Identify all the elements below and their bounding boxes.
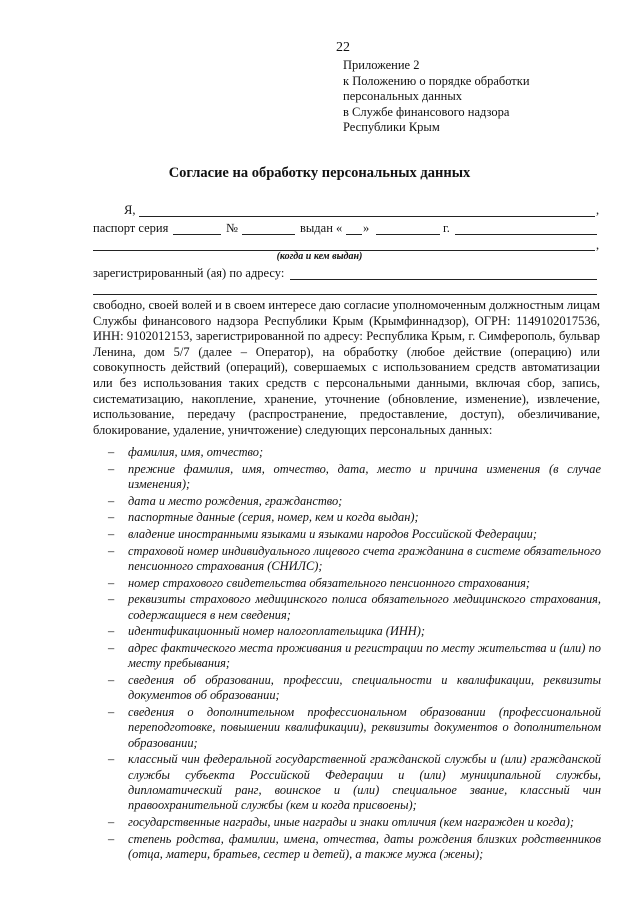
bullet-dash: – [108,673,115,688]
name-line-comma: , [596,203,600,217]
bullet-dash: – [108,461,115,476]
bullet-dash: – [108,543,115,558]
list-item-text: сведения об образовании, профессии, специальности и квалификации, реквизиты документов об образовании; [128,673,601,703]
appendix-line: к Положению о порядке обработки [343,73,530,88]
bullet-dash: – [108,624,115,639]
list-item [108,641,601,672]
appendix-line: Республики Крым [343,120,440,135]
list-item [108,576,601,591]
address-field-line[interactable] [290,279,597,280]
bullet-dash: – [108,592,115,607]
bullet-dash: – [108,493,115,508]
list-item [108,544,601,575]
name-field-line[interactable] [139,216,595,217]
list-item [108,815,601,830]
issued-label: выдан « [300,221,343,235]
passport-number-label: № [226,221,238,235]
issued-line-comma: , [596,238,600,252]
list-item-text: степень родства, фамилии, имена, отчества, даты рождения близких родственников (отца, матери, братьев, сестер и детей), а также мужа (жены); [128,831,601,861]
list-item-text: владение иностранными языками и языками народов Российской Федерации; [128,527,537,542]
list-item-text: адрес фактического места проживания и регистрации по месту жительства и (или) по месту пребывания; [128,641,601,671]
list-item-text: идентификационный номер налогоплательщика (ИНН); [128,624,426,639]
passport-series-line[interactable] [173,234,221,235]
list-item-text: дата и место рождения, гражданство; [128,493,343,508]
list-item-text: фамилия, имя, отчество; [128,445,264,459]
list-item-text: прежние фамилия, имя, отчество, дата, место и причина изменения (в случае изменения); [128,461,601,491]
issued-by-line[interactable] [455,234,597,235]
address-label: зарегистрированный (ая) по адресу: [93,266,285,280]
issued-year-label: г. [443,221,450,235]
bullet-dash: – [108,705,115,720]
name-label: Я, [124,203,136,217]
list-item [108,624,601,639]
appendix-line: Приложение 2 [343,58,420,72]
consent-paragraph: свободно, своей волей и в своем интересе даю согласие уполномоченным должностным лицам Службы финансового надзора Республики Крым (Крымфиннадзор), ОГРН: 1149102017536, ИНН: 9102012153, зарегистрированной по адресу: Республика Крым, г. Симферополь, бульвар Ленина, дом 5/7 (далее – Оператор), на обработку (любое действие (операцию) или совокупность действий (операций), совершаемых с использованием средств автоматизации или без использования таких средств с персональными данными, включая сбор, запись, систематизацию, накопление, хранение, уточнение (обновление, изменение), извлечение, использование, передачу (распространение, предоставление, доступ), обезличивание, блокирование, удаление, уничтожение) следующих персональных данных: [93,298,600,437]
list-item [108,705,601,751]
bullet-dash: – [108,752,115,767]
list-item-text: государственные награды, иные награды и знаки отличия (кем награжден и когда); [128,814,574,829]
address-field-line-2[interactable] [93,294,597,295]
list-item-text: страховой номер индивидуального лицевого счета гражданина в системе обязательного пенсионного страхования (СНИЛС); [128,543,601,574]
passport-series-label: паспорт серия [93,221,169,235]
list-item [108,494,601,509]
bullet-dash: – [108,445,115,459]
list-item-text: классный чин федеральной государственной гражданской службы и (или) гражданской службы субъекта Российской Федерации и (или) муниципальной службы, дипломатический ранг, воинское и (или) специальное звание, классный чин правоохранительной службы (кем и когда присвоены); [128,752,601,813]
list-item-text: номер страхового свидетельства обязательного пенсионного страхования; [128,575,531,590]
list-item [108,752,601,813]
list-item-text: сведения о дополнительном профессиональном образовании (профессиональной переподготовке, повышении квалификации), реквизиты документов о дополнительном образовании; [128,705,601,750]
bullet-dash: – [108,814,115,829]
list-item [108,592,601,623]
personal-data-list [108,445,601,864]
issued-hint: (когда и кем выдан) [276,251,363,262]
bullet-dash: – [108,831,115,846]
page-number: 22 [336,40,350,55]
issued-month-line[interactable] [376,234,440,235]
bullet-dash: – [108,527,115,542]
list-item-text: паспортные данные (серия, номер, кем и когда выдан); [128,510,419,525]
list-item [108,462,601,493]
bullet-dash: – [108,641,115,656]
appendix-line: персональных данных [343,89,462,104]
bullet-dash: – [108,575,115,590]
issued-quote-close: » [363,221,370,235]
document-title: Согласие на обработку персональных данных [168,165,471,181]
issued-day-line[interactable] [346,234,362,235]
appendix-line: в Службе финансового надзора [343,104,510,119]
list-item [108,510,601,525]
bullet-dash: – [108,510,115,525]
appendix-header [343,58,530,136]
list-item-text: реквизиты страхового медицинского полиса обязательного медицинского страхования, содержащиеся в нем сведения; [128,592,601,622]
list-item [108,673,601,704]
list-item [108,832,601,863]
list-item [108,445,601,460]
passport-number-line[interactable] [242,234,295,235]
list-item [108,527,601,542]
